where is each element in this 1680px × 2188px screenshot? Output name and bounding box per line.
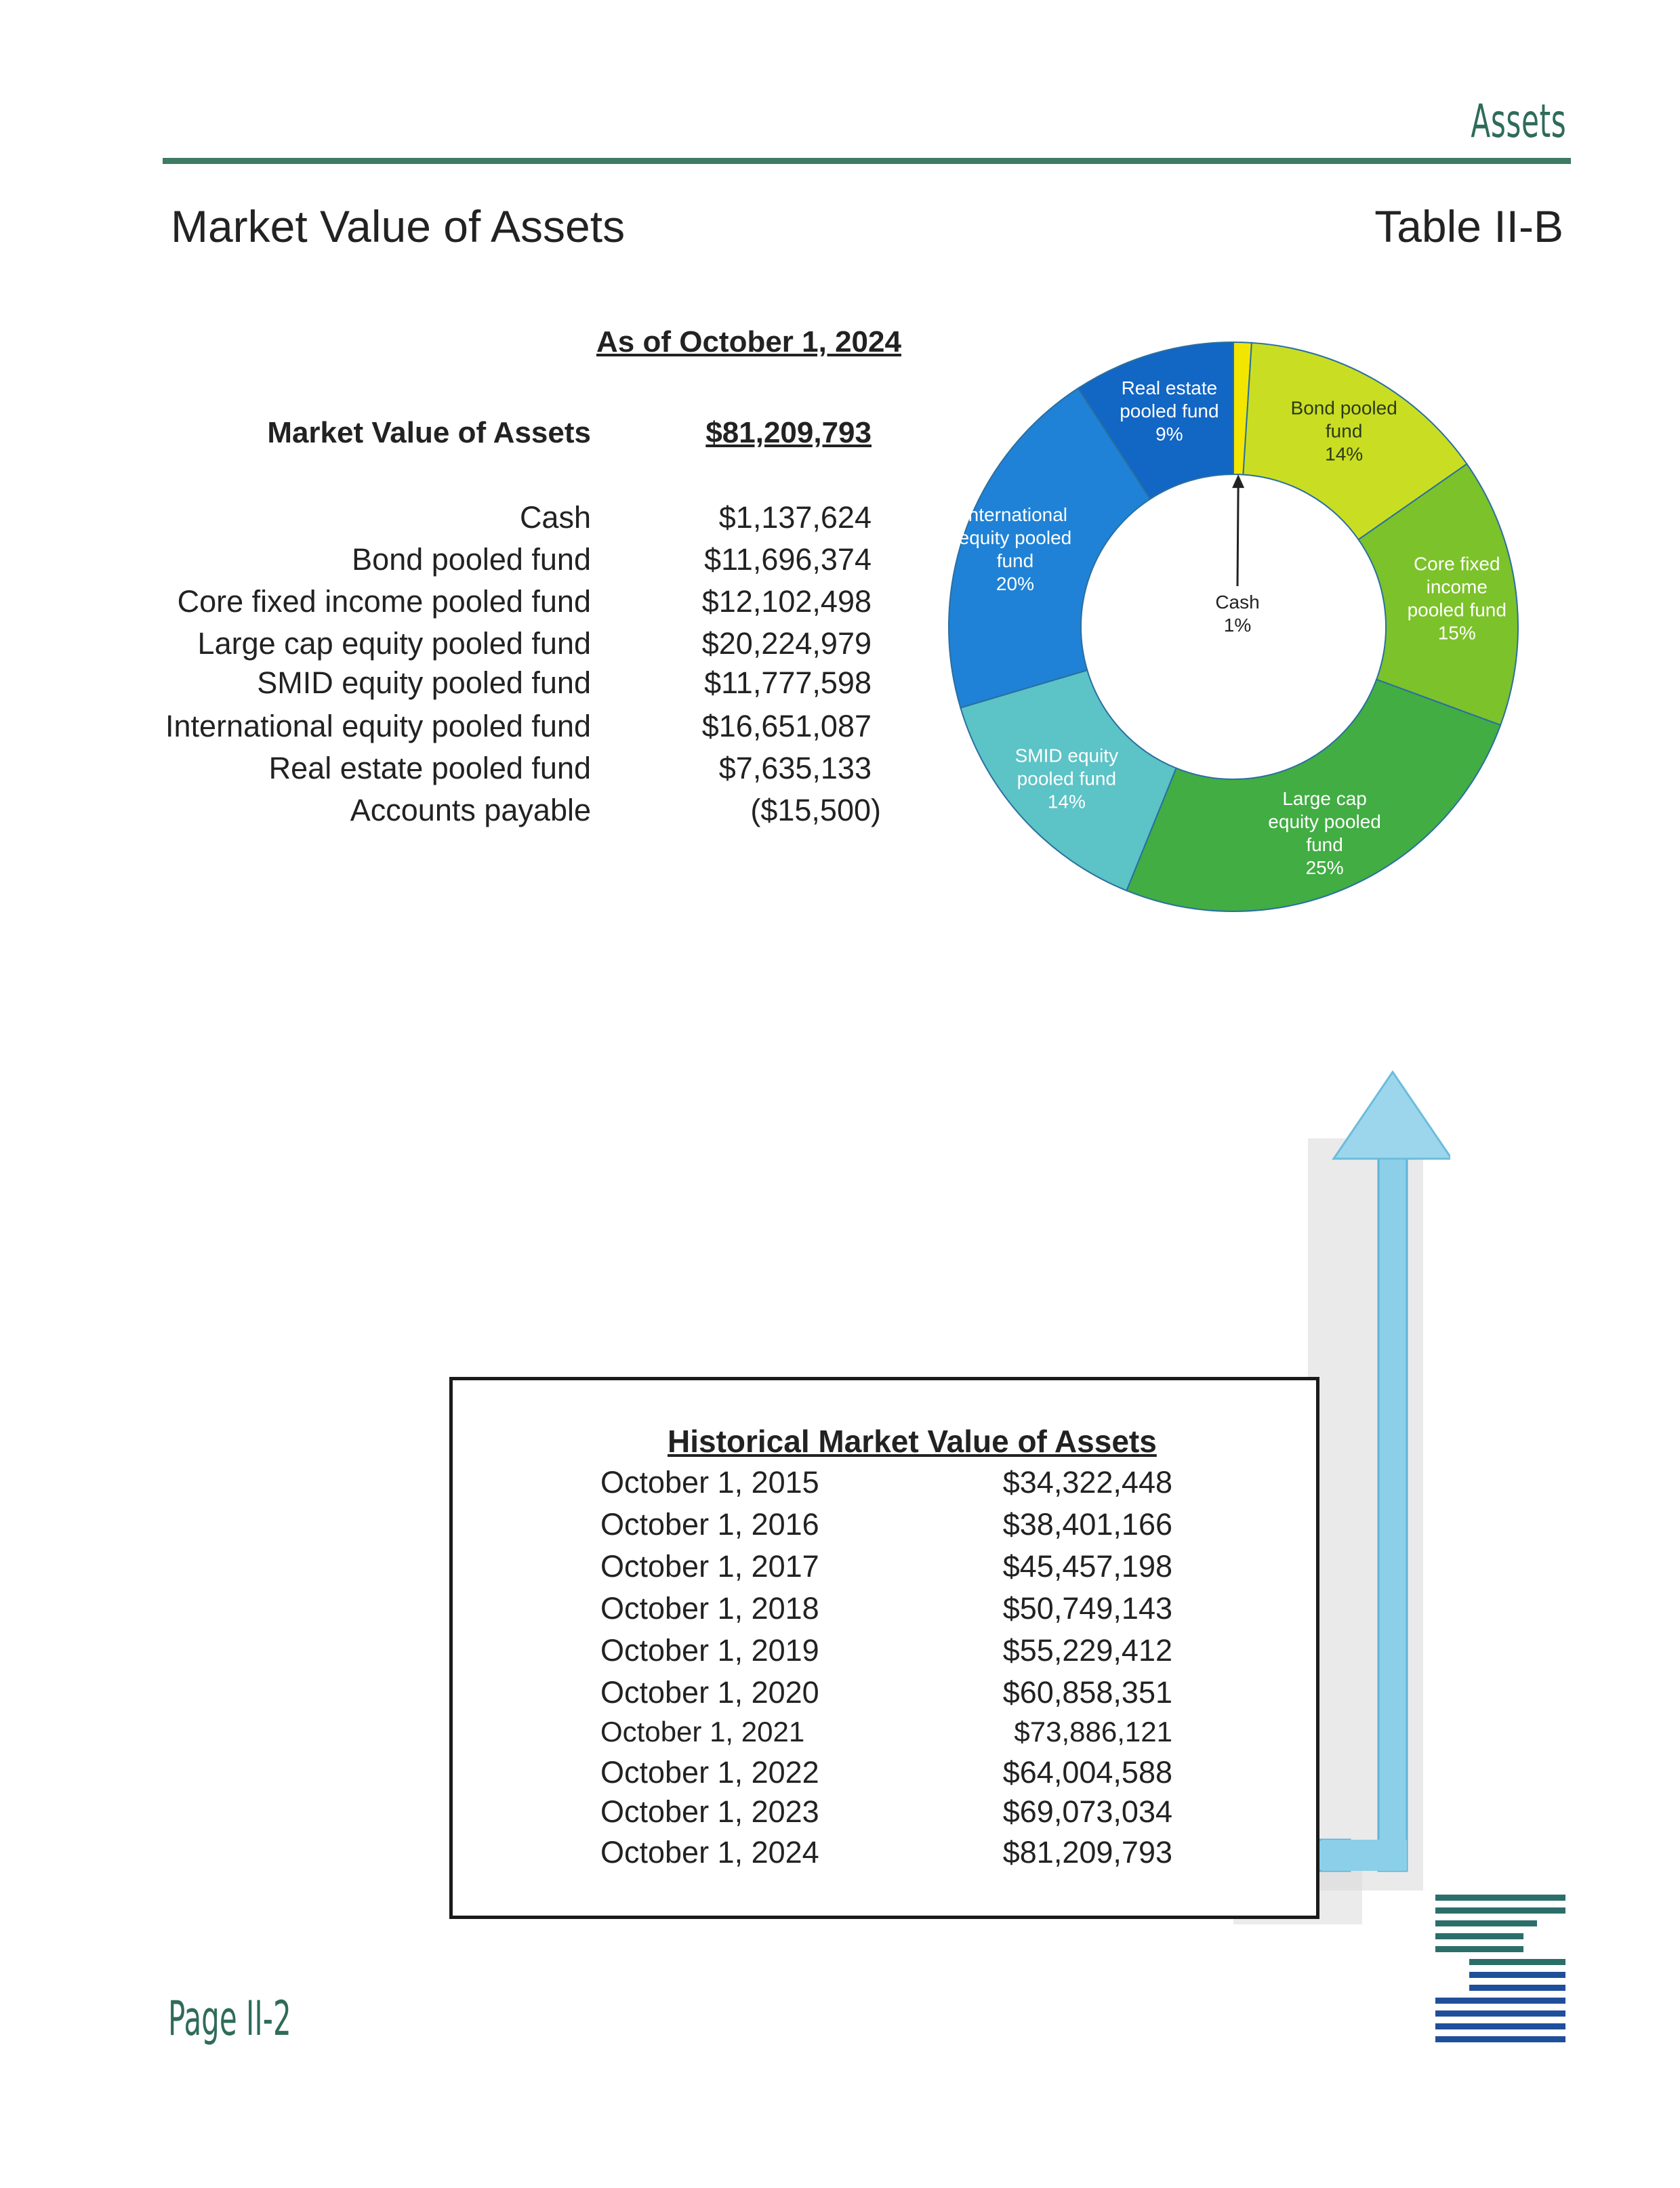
header-rule: [163, 158, 1571, 164]
history-value: $50,749,143: [1002, 1591, 1172, 1626]
logo-stripe: [1435, 1920, 1537, 1926]
history-date: October 1, 2017: [600, 1549, 819, 1584]
history-row: [596, 1465, 1172, 1506]
history-date: October 1, 2019: [600, 1633, 819, 1668]
total-label: Market Value of Assets: [267, 416, 591, 449]
history-row: [596, 1794, 1172, 1835]
donut-slice-label: SMID equity pooled fund 14%: [1015, 745, 1119, 812]
logo-stripe: [1435, 1907, 1565, 1914]
history-date: October 1, 2024: [600, 1835, 819, 1870]
history-value: $55,229,412: [1002, 1633, 1172, 1668]
history-row: [596, 1755, 1172, 1796]
history-value: $69,073,034: [1002, 1794, 1172, 1829]
logo-stripe: [1469, 1972, 1565, 1978]
logo-stripe: [1435, 1933, 1523, 1939]
history-date: October 1, 2022: [600, 1755, 819, 1790]
asset-value: $12,102,498: [701, 584, 872, 619]
history-value: $34,322,448: [1002, 1465, 1172, 1500]
asset-row-large-cap: [136, 626, 881, 667]
donut-slice-label: Cash 1%: [1215, 592, 1260, 636]
cash-leader-line: [1237, 485, 1238, 586]
history-row: [596, 1591, 1172, 1632]
logo-stripe: [1435, 1895, 1565, 1901]
asset-row-bond: [136, 542, 881, 583]
asset-row-accounts-payable: [136, 793, 881, 833]
logo-stripe: [1435, 2010, 1565, 2017]
asset-row-core-fixed: [136, 584, 881, 625]
history-value: $64,004,588: [1002, 1755, 1172, 1790]
history-date: October 1, 2021: [600, 1716, 805, 1748]
donut-slice-label: Large cap equity pooled fund 25%: [1268, 788, 1381, 879]
page-title: Market Value of Assets: [171, 201, 626, 251]
logo-stripe: [1435, 2023, 1565, 2029]
asset-label: SMID equity pooled fund: [257, 665, 591, 700]
asset-value: $11,696,374: [704, 542, 872, 577]
asset-value: ($15,500): [750, 793, 881, 827]
history-value: $38,401,166: [1002, 1507, 1172, 1542]
allocation-donut-chart: [942, 335, 1525, 918]
history-row: [596, 1835, 1172, 1876]
history-date: October 1, 2018: [600, 1591, 819, 1626]
asset-value: $20,224,979: [701, 626, 872, 661]
donut-slice-label: Core fixed income pooled fund 15%: [1407, 553, 1507, 644]
history-row: [596, 1549, 1172, 1590]
history-row: [596, 1675, 1172, 1716]
asset-label: Cash: [519, 500, 591, 535]
asset-value: $7,635,133: [718, 751, 872, 785]
asset-label: Real estate pooled fund: [268, 751, 591, 785]
logo-stripe: [1469, 1985, 1565, 1991]
logo-stripe: [1469, 1959, 1565, 1965]
logo-stripe: [1435, 1998, 1565, 2004]
asset-row-cash: [136, 500, 881, 541]
asset-label: Large cap equity pooled fund: [197, 626, 591, 661]
history-row: [596, 1633, 1172, 1674]
asset-row-international: [136, 709, 881, 749]
table-id: Table II-B: [1374, 201, 1563, 251]
asset-value: $1,137,624: [718, 500, 872, 535]
history-date: October 1, 2020: [600, 1675, 819, 1710]
as-of-heading: As of October 1, 2024: [596, 325, 901, 358]
logo-stripe: [1435, 2036, 1565, 2042]
page-number: Page II-2: [168, 1991, 291, 2046]
total-value: $81,209,793: [705, 416, 872, 449]
history-value: $81,209,793: [1002, 1835, 1172, 1870]
asset-label: Core fixed income pooled fund: [177, 584, 591, 619]
asset-label: Accounts payable: [350, 793, 591, 827]
donut-slice-label: Bond pooled fund 14%: [1290, 397, 1397, 465]
history-date: October 1, 2016: [600, 1507, 819, 1542]
historical-title: Historical Market Value of Assets: [668, 1424, 1157, 1459]
history-value: $45,457,198: [1002, 1549, 1172, 1584]
history-value: $60,858,351: [1002, 1675, 1172, 1710]
asset-label: Bond pooled fund: [352, 542, 591, 577]
history-row: [596, 1507, 1172, 1548]
asset-label: International equity pooled fund: [165, 709, 591, 743]
asset-value: $16,651,087: [701, 709, 872, 743]
asset-value: $11,777,598: [704, 665, 872, 700]
history-date: October 1, 2015: [600, 1465, 819, 1500]
donut-slice-label: International equity pooled fund 20%: [958, 504, 1072, 595]
cash-leader-arrowhead: [1232, 474, 1244, 488]
asset-row-smid: [136, 665, 881, 706]
section-label: Assets: [1471, 95, 1566, 148]
striped-s-logo-icon: [1435, 1891, 1565, 2050]
history-row: [596, 1716, 1172, 1756]
history-date: October 1, 2023: [600, 1794, 819, 1829]
history-value: $73,886,121: [1014, 1716, 1172, 1748]
asset-row-real-estate: [136, 751, 881, 791]
donut-slice-label: Real estate pooled fund 9%: [1120, 377, 1219, 445]
logo-stripe: [1435, 1946, 1523, 1952]
